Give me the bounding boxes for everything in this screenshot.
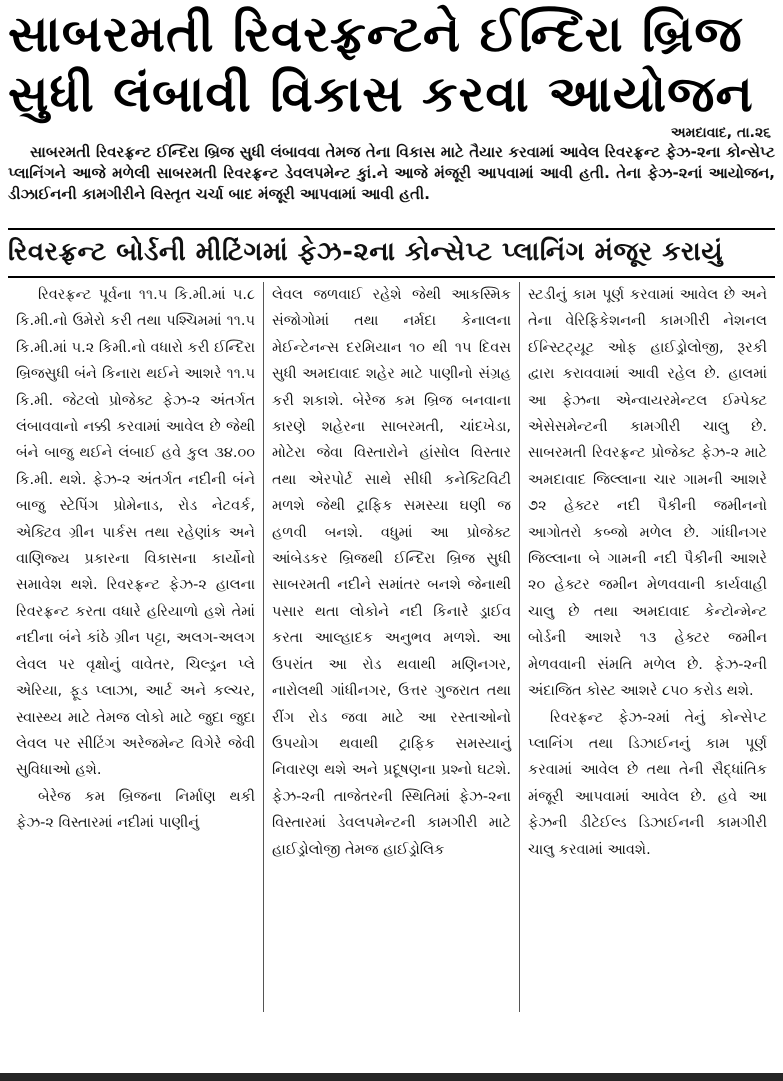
cropped-next-headline <box>0 1073 783 1081</box>
paragraph: રિવરફ્રન્ટ પૂર્વના ૧૧.૫ કિ.મી.માં ૫.૮ કિ.મી.નો ઉમેરો કરી તથા પશ્ચિમમાં ૧૧.૫ કિ.મી.માં ૫.૨ કિમી.નો વધારો કરી ઈન્દિરા બ્રિજસુધી બંને કિનારા થઈને આશરે ૧૧.૫ કિ.મી. જેટલો પ્રોજેક્ટ ફેઝ-૨ અંતર્ગત લંબાવવાનો નક્કી કરવામાં આવેલ છે જેથી બંને બાજુ થઈને લંબાઈ હવે કુલ ૩૪.૦૦ કિ.મી. થશે. ફેઝ-૨ અંતર્ગત નદીની બંને બાજુ સ્ટેપિંગ પ્રોમેનાડ, રોડ નેટવર્ક, એક્ટિવ ગ્રીન પાર્કસ તથા રહેણાંક અને વાણિજ્ય પ્રકારના વિકાસના કાર્યોનો સમાવેશ થશે. રિવરફ્રન્ટ ફેઝ-૨ હાલના રિવરફ્રન્ટ કરતા વધારે હરિયાળો હશે તેમાં નદીના બંને કાંઠે ગ્રીન પટ્ટા, અલગ-અલગ લેવલ પર વૃક્ષોનું વાવેતર, ચિલ્ડ્રન પ્લે એરિયા, ફૂડ પ્લાઝા, આર્ટ અને કલ્ચર, સ્વાસ્થ્ય માટે તેમજ લોકો માટે જુદા જુદા લેવલ પર સીટિંગ અરેજમેન્ટ વિગેરે જેવી સુવિધાઓ હશે. <box>16 287 255 779</box>
column-2 <box>263 282 519 1012</box>
headline <box>8 4 775 124</box>
paragraph: સ્ટડીનું કામ પૂર્ણ કરવામાં આવેલ છે અને તેના વેરિફિકેશનની કામગીરી નેશનલ ઈન્સ્ટિટ્યૂટ ઓફ હાઈડ્રોલોજી, રૂરકી દ્વારા કરાવવામાં આવી રહેલ છે. હાલમાં આ ફેઝના એન્વાયરમેન્ટલ ઈમ્પેક્ટ એસેસમેન્ટની કામગીરી ચાલુ છે. સાબરમતી રિવરફ્રન્ટ પ્રોજેક્ટ ફેઝ-૨ માટે અમદાવાદ જિલ્લાના ચાર ગામની આશરે ૭૨ હેક્ટર નદી પૈકીની જમીનનો આગોતરો કબ્જો મળેલ છે. ગાંધીનગર જિલ્લાના બે ગામની નદી પૈકીની આશરે ૨૦ હેક્ટર જમીન મેળવવાની કાર્યવાહી ચાલુ છે તથા અમદાવાદ કેન્ટોન્મેન્ટ બોર્ડની આશરે ૧૩ હેક્ટર જમીન મેળવવાની સંમતિ મળેલ છે. ફેઝ-૨ની અંદાજિત કોસ્ટ આશરે ૮૫૦ કરોડ થશે. <box>528 287 767 700</box>
headline-line-1: સાબરમતી રિવરફ્રન્ટને ઈન્દિરા બ્રિજ <box>8 4 743 63</box>
subheadline: રિવરફ્રન્ટ બોર્ડની મીટિંગમાં ફેઝ-૨ના કોન્સેપ્ટ પ્લાનિંગ મંજૂર કરાયું <box>8 237 724 267</box>
column-1 <box>8 282 263 1012</box>
divider <box>8 228 775 230</box>
dateline: અમદાવાદ, તા.૨૬ <box>670 125 771 141</box>
lead-paragraph: સાબરમતી રિવરફ્રન્ટ ઈન્દિરા બ્રિજ સુધી લંબાવવા તેમજ તેના વિકાસ માટે તૈયાર કરવામાં આવેલ રિવરફ્રન્ટ ફેઝ-૨ના કોન્સેપ્ટ પ્લાનિંગને આજે મળેલી સાબરમતી રિવરફ્રન્ટ ડેવલપમેન્ટ કાું.ને આજે મંજૂરી આપવામાં આવી હતી. તેના ફેઝ-૨નાં આયોજન, ડીઝાઈનની કામગીરીને વિસ્તૃત ચર્ચા બાદ મંજૂરી આપવામાં આવી હતી. <box>8 143 775 203</box>
headline-line-2: સુધી લંબાવી વિકાસ કરવા આયોજન <box>8 64 754 123</box>
article-columns <box>8 282 775 1012</box>
paragraph: બેરેજ કમ બ્રિજના નિર્માણ થકી ફેઝ-૨ વિસ્તારમાં નદીમાં પાણીનું <box>16 788 255 832</box>
paragraph: રિવરફ્રન્ટ ફેઝ-૨માં તેનું કોન્સેપ્ટ પ્લાનિંગ તથા ડિઝાઈનનું કામ પૂર્ણ કરવામાં આવેલ છે તથા તેની સૈદ્ધાંતિક મંજૂરી આપવામાં આવેલ છે. હવે આ ફેઝની ડીટેઈલ્ડ ડિઝાઈનની કામગીરી ચાલુ કરવામાં આવશે. <box>528 709 767 858</box>
paragraph: લેવલ જળવાઈ રહેશે જેથી આકસ્મિક સંજોગોમાં તથા નર્મદા કેનાલના મેઈન્ટેનન્સ દરમિયાન ૧૦ થી ૧૫ દિવસ સુધી અમદાવાદ શહેર માટે પાણીનો સંગ્રહ કરી શકાશે. બેરેજ કમ બ્રિજ બનવાના કારણે શહેરના સાબરમતી, ચાંદખેડા, મોટેરા જેવા વિસ્તારોને હાંસોલ વિસ્તાર તથા એરપોર્ટ સાથે સીધી કનેક્ટિવિટી મળશે જેથી ટ્રાફિક સમસ્યા ઘણી જ હળવી બનશે. વધુમાં આ પ્રોજેક્ટ આંબેડકર બ્રિજથી ઈન્દિરા બ્રિજ સુધી સાબરમતી નદીને સમાંતર બનશે જેનાથી પસાર થતા લોકોને નદી કિનારે ડ્રાઈવ કરતા આલ્હાદક અનુભવ મળશે. આ ઉપરાંત આ રોડ થવાથી મણિનગર, નારોલથી ગાંધીનગર, ઉત્તર ગુજરાત તથા રીંગ રોડ જવા માટે આ રસ્તાઓનો ઉપયોગ થવાથી ટ્રાફિક સમસ્યાનું નિવારણ થશે અને પ્રદૂષણના પ્રશ્નો ઘટશે. ફેઝ-૨ની તાજેતરની સ્થિતિમાં ફેઝ-૨ના વિસ્તારમાં ડેવલપમેન્ટની કામગીરી માટે હાઈડ્રોલોજી તેમજ હાઈડ્રોલિક <box>272 287 511 858</box>
divider <box>8 276 775 278</box>
column-3 <box>519 282 775 1012</box>
